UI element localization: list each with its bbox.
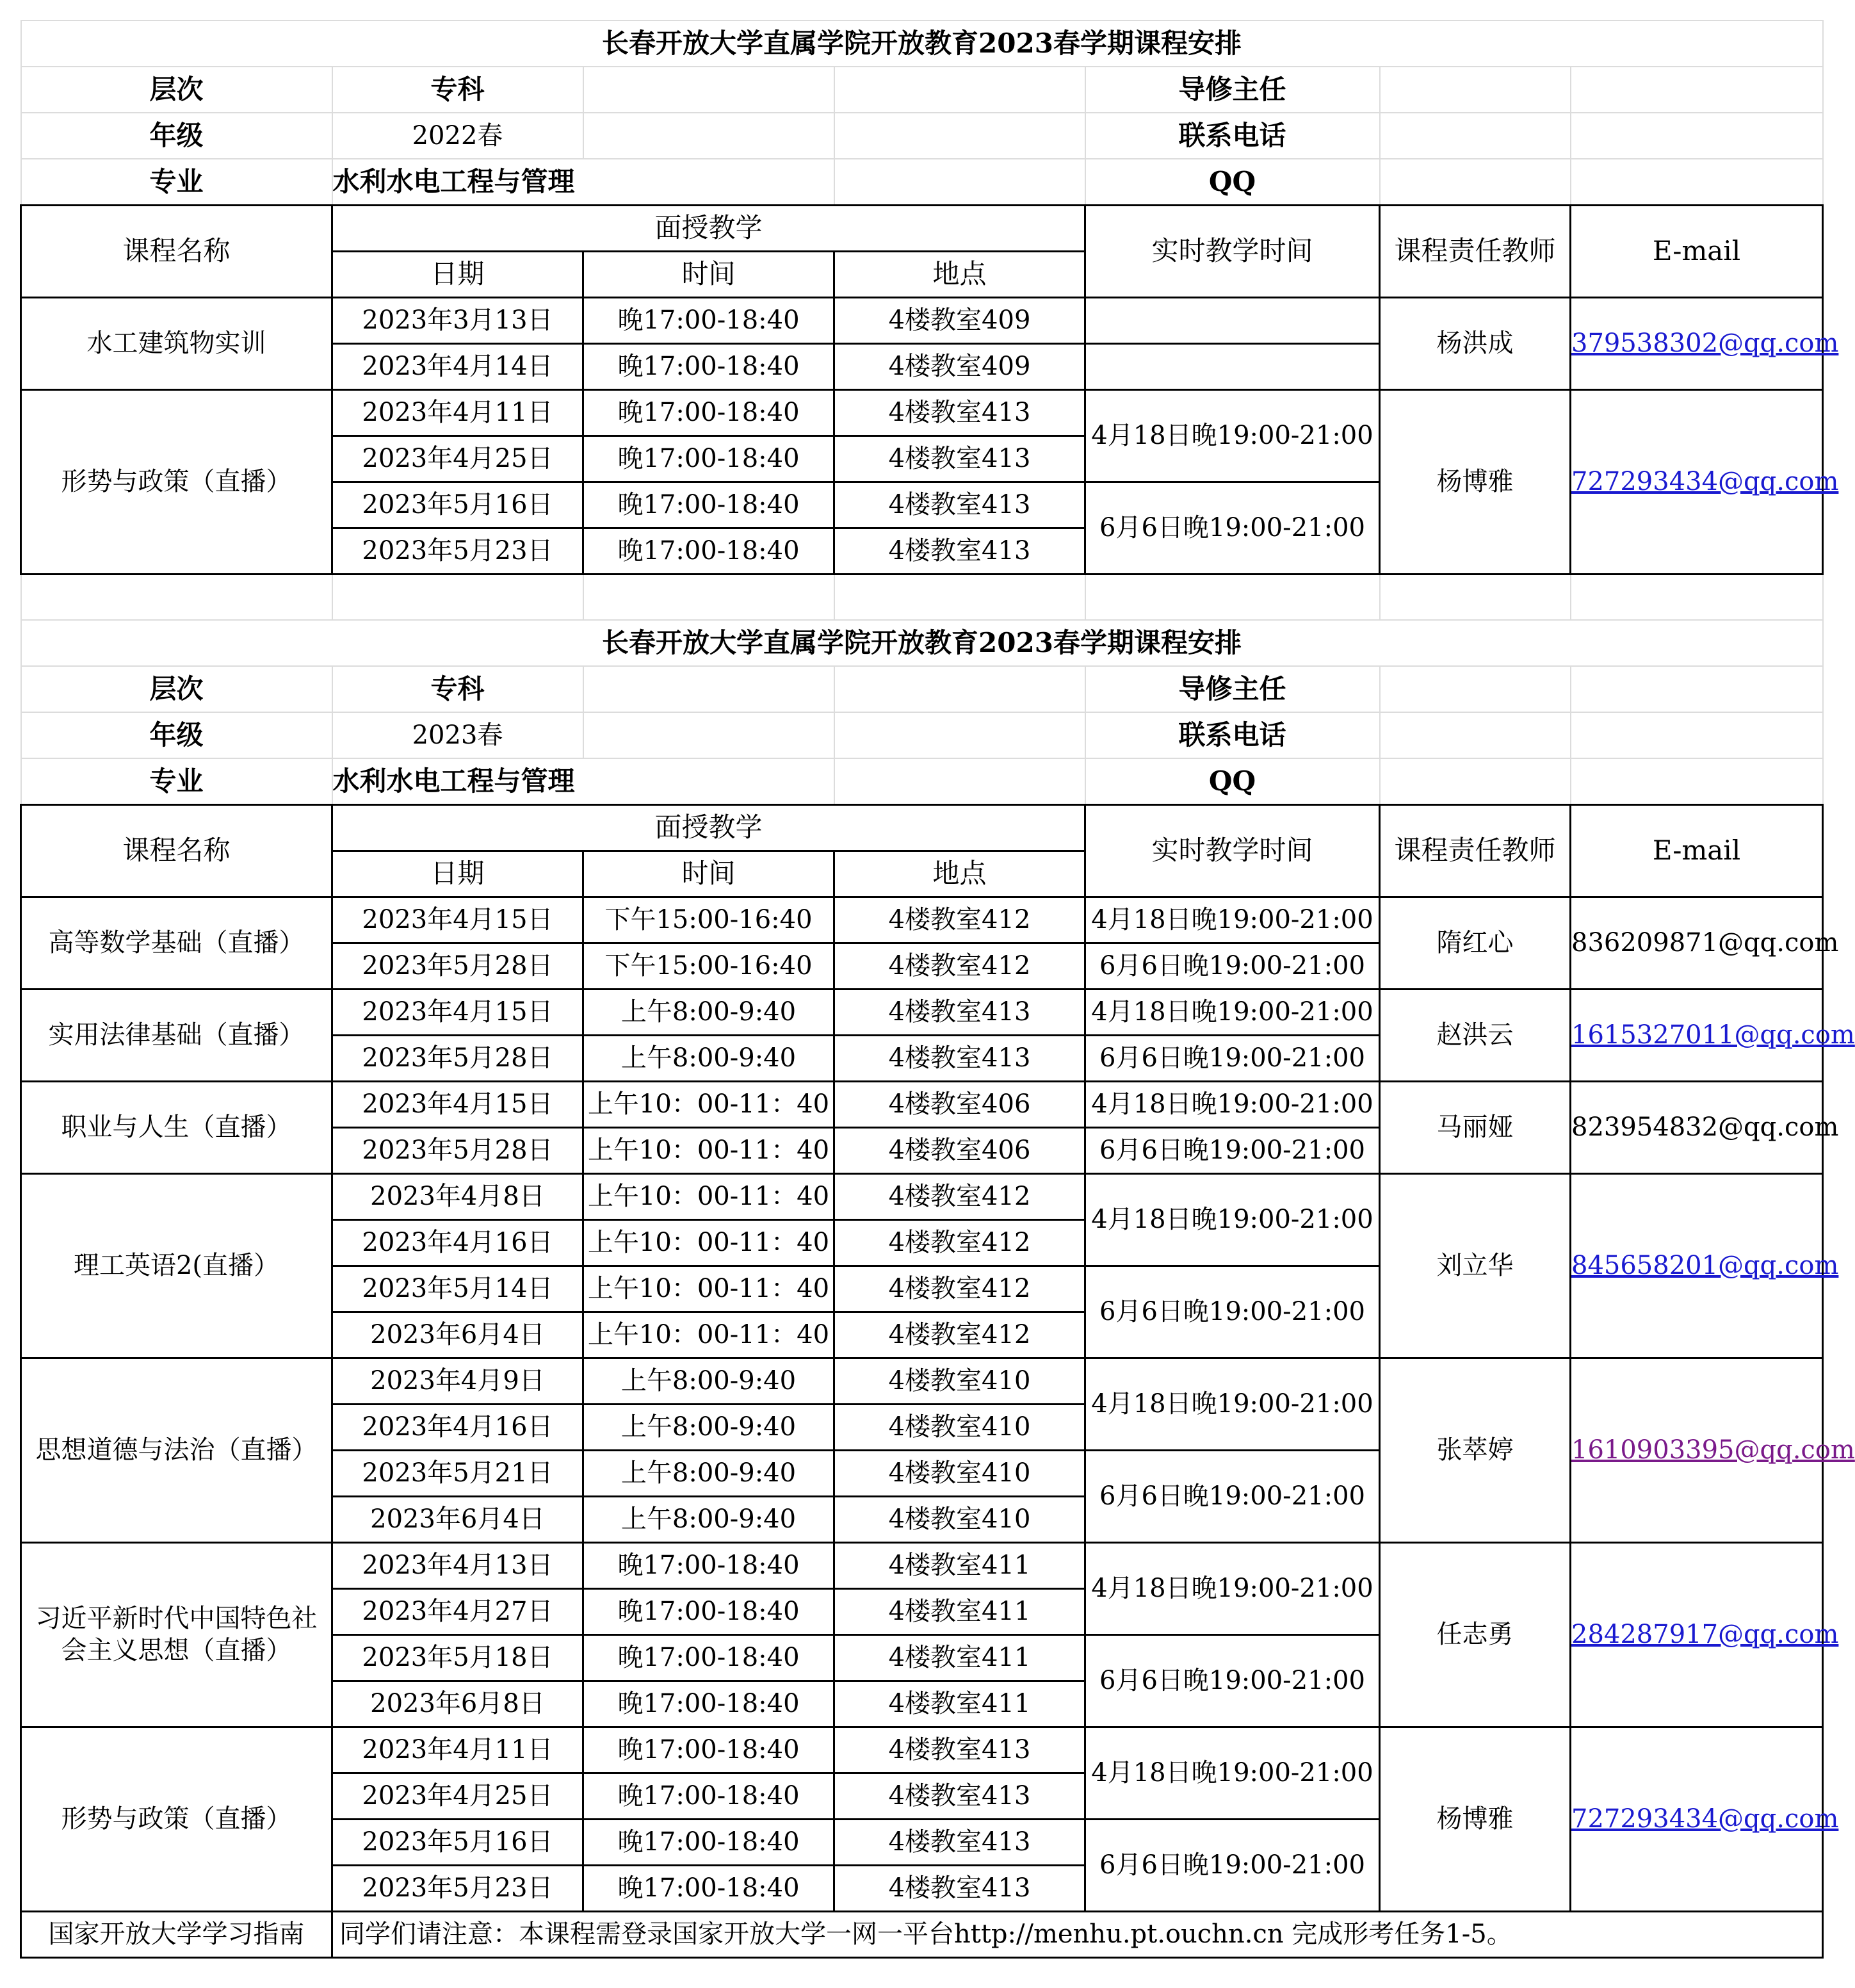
block2-title: 长春开放大学直属学院开放教育2023春学期课程安排: [21, 620, 1823, 666]
block2-colhead-row: [21, 804, 1823, 851]
session-time: 晚17:00-18:40: [583, 1773, 834, 1819]
session-date: 2023年5月14日: [332, 1266, 583, 1312]
session-date: 2023年4月8日: [332, 1173, 583, 1219]
session-place: 4楼教室413: [834, 1727, 1085, 1773]
email-cell: [1571, 897, 1839, 989]
live-time: 6月6日晚19:00-21:00: [1085, 943, 1380, 989]
block2-level-row: [21, 666, 1823, 712]
live-time: [1085, 297, 1380, 343]
session-time: 晚17:00-18:40: [583, 1542, 834, 1588]
email-cell: [1571, 1358, 1855, 1542]
session-time: 晚17:00-18:40: [583, 1588, 834, 1634]
session-place: 4楼教室412: [834, 897, 1085, 943]
col-face-teaching: 面授教学: [332, 205, 1085, 251]
session-date: 2023年4月13日: [332, 1542, 583, 1588]
session-date: 2023年5月28日: [332, 1127, 583, 1173]
block1-phone-label: 联系电话: [1085, 113, 1380, 159]
col-live-time: 实时教学时间: [1085, 804, 1380, 897]
session-date: 2023年5月18日: [332, 1634, 583, 1681]
email-link[interactable]: 284287917@qq.com: [1571, 1620, 1839, 1649]
session-time: 下午15:00-16:40: [583, 943, 834, 989]
session-place: 4楼教室406: [834, 1127, 1085, 1173]
block2-phone-label: 联系电话: [1085, 712, 1380, 758]
teacher-name: 隋红心: [1380, 897, 1571, 989]
session-place: 4楼教室413: [834, 1035, 1085, 1081]
table-row: [21, 1358, 1823, 1404]
session-place: 4楼教室409: [834, 343, 1085, 389]
live-time: 4月18日晚19:00-21:00: [1085, 1081, 1380, 1127]
block2-major-row: [21, 758, 1823, 804]
session-place: 4楼教室410: [834, 1496, 1085, 1542]
block1-level-label: 层次: [21, 67, 332, 113]
schedule-sheet: [20, 20, 1855, 1959]
session-date: 2023年5月16日: [332, 482, 583, 528]
block1-grade-label: 年级: [21, 113, 332, 159]
live-time: 6月6日晚19:00-21:00: [1085, 1035, 1380, 1081]
col-date: 日期: [332, 851, 583, 897]
session-date: 2023年4月16日: [332, 1404, 583, 1450]
session-time: 上午8:00-9:40: [583, 989, 834, 1035]
session-time: 晚17:00-18:40: [583, 1681, 834, 1727]
teacher-name: 杨洪成: [1380, 297, 1571, 389]
session-place: 4楼教室410: [834, 1404, 1085, 1450]
live-time: 6月6日晚19:00-21:00: [1085, 1266, 1380, 1358]
session-date: 2023年3月13日: [332, 297, 583, 343]
block2-major-value: 水利水电工程与管理: [332, 758, 834, 804]
col-time: 时间: [583, 851, 834, 897]
email-link[interactable]: 727293434@qq.com: [1571, 467, 1839, 496]
col-teacher: 课程责任教师: [1380, 205, 1571, 297]
block2-qq-label: QQ: [1085, 758, 1380, 804]
table-row: [21, 389, 1823, 436]
session-place: 4楼教室412: [834, 943, 1085, 989]
block2-level-value: 专科: [332, 666, 583, 712]
table-row: [21, 1081, 1823, 1127]
session-place: 4楼教室411: [834, 1542, 1085, 1588]
email-link: 836209871@qq.com: [1571, 928, 1839, 957]
table-row: [21, 1727, 1823, 1773]
col-course-name: 课程名称: [21, 205, 332, 297]
session-date: 2023年4月11日: [332, 389, 583, 436]
session-time: 晚17:00-18:40: [583, 343, 834, 389]
session-date: 2023年4月15日: [332, 897, 583, 943]
session-time: 晚17:00-18:40: [583, 1634, 834, 1681]
session-time: 晚17:00-18:40: [583, 482, 834, 528]
teacher-name: 张萃婷: [1380, 1358, 1571, 1542]
live-time: [1085, 343, 1380, 389]
session-time: 上午8:00-9:40: [583, 1496, 834, 1542]
email-cell: [1571, 1173, 1839, 1358]
block1-level-row: [21, 67, 1823, 113]
live-time: 6月6日晚19:00-21:00: [1085, 482, 1380, 574]
col-place: 地点: [834, 251, 1085, 297]
session-place: 4楼教室413: [834, 989, 1085, 1035]
live-time: 6月6日晚19:00-21:00: [1085, 1127, 1380, 1173]
email-link[interactable]: 1615327011@qq.com: [1571, 1020, 1855, 1050]
session-time: 晚17:00-18:40: [583, 528, 834, 574]
session-date: 2023年4月9日: [332, 1358, 583, 1404]
email-link[interactable]: 727293434@qq.com: [1571, 1804, 1839, 1834]
email-cell: [1571, 297, 1839, 389]
block1-title-row: [21, 20, 1823, 67]
session-place: 4楼教室412: [834, 1266, 1085, 1312]
col-face-teaching: 面授教学: [332, 804, 1085, 851]
block1-grade-row: [21, 113, 1823, 159]
teacher-name: 赵洪云: [1380, 989, 1571, 1081]
session-date: 2023年5月23日: [332, 1865, 583, 1911]
live-time: 4月18日晚19:00-21:00: [1085, 897, 1380, 943]
session-time: 晚17:00-18:40: [583, 297, 834, 343]
session-time: 晚17:00-18:40: [583, 436, 834, 482]
block2-level-label: 层次: [21, 666, 332, 712]
session-date: 2023年6月4日: [332, 1312, 583, 1358]
session-time: 上午8:00-9:40: [583, 1450, 834, 1496]
course-name: 理工英语2(直播）: [21, 1173, 332, 1358]
session-time: 上午10：00-11：40: [583, 1173, 834, 1219]
table-row: [21, 297, 1823, 343]
session-time: 下午15:00-16:40: [583, 897, 834, 943]
email-cell: [1571, 1542, 1839, 1727]
spacer-row: [21, 574, 1823, 620]
session-place: 4楼教室413: [834, 1865, 1085, 1911]
block2-grade-label: 年级: [21, 712, 332, 758]
session-date: 2023年4月16日: [332, 1219, 583, 1266]
session-date: 2023年5月28日: [332, 943, 583, 989]
block2-grade-value: 2023春: [332, 712, 583, 758]
session-time: 上午8:00-9:40: [583, 1035, 834, 1081]
email-link: 823954832@qq.com: [1571, 1112, 1839, 1142]
session-place: 4楼教室412: [834, 1173, 1085, 1219]
session-time: 晚17:00-18:40: [583, 389, 834, 436]
footer-row: [21, 1911, 1823, 1957]
session-date: 2023年5月21日: [332, 1450, 583, 1496]
block1-title: 长春开放大学直属学院开放教育2023春学期课程安排: [21, 20, 1823, 67]
email-cell: [1571, 389, 1839, 574]
block1-director-label: 导修主任: [1085, 67, 1380, 113]
session-time: 晚17:00-18:40: [583, 1819, 834, 1865]
course-name: 形势与政策（直播）: [21, 389, 332, 574]
col-place: 地点: [834, 851, 1085, 897]
block2-major-label: 专业: [21, 758, 332, 804]
email-link[interactable]: 1610903395@qq.com: [1571, 1435, 1855, 1465]
col-teacher: 课程责任教师: [1380, 804, 1571, 897]
session-time: 上午10：00-11：40: [583, 1127, 834, 1173]
teacher-name: 刘立华: [1380, 1173, 1571, 1358]
email-cell: [1571, 1081, 1839, 1173]
course-name: 水工建筑物实训: [21, 297, 332, 389]
block2-title-row: [21, 620, 1823, 666]
session-place: 4楼教室409: [834, 297, 1085, 343]
session-time: 上午10：00-11：40: [583, 1219, 834, 1266]
session-place: 4楼教室413: [834, 528, 1085, 574]
course-name: 形势与政策（直播）: [21, 1727, 332, 1911]
block1-colhead-row: [21, 205, 1823, 251]
table-row: [21, 1173, 1823, 1219]
session-place: 4楼教室413: [834, 1773, 1085, 1819]
session-place: 4楼教室410: [834, 1358, 1085, 1404]
session-date: 2023年4月15日: [332, 1081, 583, 1127]
session-time: 晚17:00-18:40: [583, 1727, 834, 1773]
course-name: 高等数学基础（直播）: [21, 897, 332, 989]
session-place: 4楼教室411: [834, 1634, 1085, 1681]
session-time: 上午10：00-11：40: [583, 1312, 834, 1358]
session-time: 上午10：00-11：40: [583, 1081, 834, 1127]
teacher-name: 马丽娅: [1380, 1081, 1571, 1173]
email-cell: [1571, 989, 1855, 1081]
session-place: 4楼教室413: [834, 1819, 1085, 1865]
session-place: 4楼教室410: [834, 1450, 1085, 1496]
block1-qq-label: QQ: [1085, 159, 1380, 205]
course-name: 习近平新时代中国特色社会主义思想（直播）: [21, 1542, 332, 1727]
table-row: [21, 989, 1823, 1035]
live-time: 4月18日晚19:00-21:00: [1085, 1542, 1380, 1634]
session-place: 4楼教室411: [834, 1588, 1085, 1634]
col-time: 时间: [583, 251, 834, 297]
session-place: 4楼教室412: [834, 1219, 1085, 1266]
block2-grade-row: [21, 712, 1823, 758]
live-time: 6月6日晚19:00-21:00: [1085, 1634, 1380, 1727]
live-time: 4月18日晚19:00-21:00: [1085, 1358, 1380, 1450]
block1-grade-value: 2022春: [332, 113, 583, 159]
block1-major-row: [21, 159, 1823, 205]
session-time: 晚17:00-18:40: [583, 1865, 834, 1911]
block1-major-label: 专业: [21, 159, 332, 205]
live-time: 6月6日晚19:00-21:00: [1085, 1450, 1380, 1542]
session-date: 2023年4月14日: [332, 343, 583, 389]
table-row: [21, 897, 1823, 943]
col-course-name: 课程名称: [21, 804, 332, 897]
live-time: 4月18日晚19:00-21:00: [1085, 1173, 1380, 1266]
session-place: 4楼教室412: [834, 1312, 1085, 1358]
session-time: 上午8:00-9:40: [583, 1358, 834, 1404]
course-name: 职业与人生（直播）: [21, 1081, 332, 1173]
session-date: 2023年4月27日: [332, 1588, 583, 1634]
session-date: 2023年4月11日: [332, 1727, 583, 1773]
session-place: 4楼教室411: [834, 1681, 1085, 1727]
col-email: E-mail: [1571, 804, 1823, 897]
live-time: 4月18日晚19:00-21:00: [1085, 989, 1380, 1035]
session-time: 上午10：00-11：40: [583, 1266, 834, 1312]
email-link[interactable]: 379538302@qq.com: [1571, 329, 1839, 358]
course-name: 思想道德与法治（直播）: [21, 1358, 332, 1542]
teacher-name: 杨博雅: [1380, 1727, 1571, 1911]
session-place: 4楼教室413: [834, 482, 1085, 528]
session-date: 2023年6月4日: [332, 1496, 583, 1542]
session-date: 2023年5月28日: [332, 1035, 583, 1081]
session-date: 2023年5月16日: [332, 1819, 583, 1865]
email-link[interactable]: 845658201@qq.com: [1571, 1251, 1839, 1280]
teacher-name: 杨博雅: [1380, 389, 1571, 574]
session-place: 4楼教室413: [834, 389, 1085, 436]
session-date: 2023年6月8日: [332, 1681, 583, 1727]
session-place: 4楼教室406: [834, 1081, 1085, 1127]
footer-guide: 国家开放大学学习指南: [21, 1911, 332, 1957]
col-email: E-mail: [1571, 205, 1823, 297]
session-time: 上午8:00-9:40: [583, 1404, 834, 1450]
session-date: 2023年4月25日: [332, 1773, 583, 1819]
block2-director-label: 导修主任: [1085, 666, 1380, 712]
teacher-name: 任志勇: [1380, 1542, 1571, 1727]
session-date: 2023年4月15日: [332, 989, 583, 1035]
session-date: 2023年5月23日: [332, 528, 583, 574]
live-time: 6月6日晚19:00-21:00: [1085, 1819, 1380, 1911]
live-time: 4月18日晚19:00-21:00: [1085, 1727, 1380, 1819]
session-place: 4楼教室413: [834, 436, 1085, 482]
live-time: 4月18日晚19:00-21:00: [1085, 389, 1380, 482]
col-live-time: 实时教学时间: [1085, 205, 1380, 297]
block1-level-value: 专科: [332, 67, 583, 113]
session-date: 2023年4月25日: [332, 436, 583, 482]
block1-major-value: 水利水电工程与管理: [332, 159, 834, 205]
course-name: 实用法律基础（直播）: [21, 989, 332, 1081]
col-date: 日期: [332, 251, 583, 297]
table-row: [21, 1542, 1823, 1588]
footer-note: 同学们请注意：本课程需登录国家开放大学一网一平台http://menhu.pt.ouchn.cn 完成形考任务1-5。: [332, 1911, 1823, 1957]
email-cell: [1571, 1727, 1839, 1911]
